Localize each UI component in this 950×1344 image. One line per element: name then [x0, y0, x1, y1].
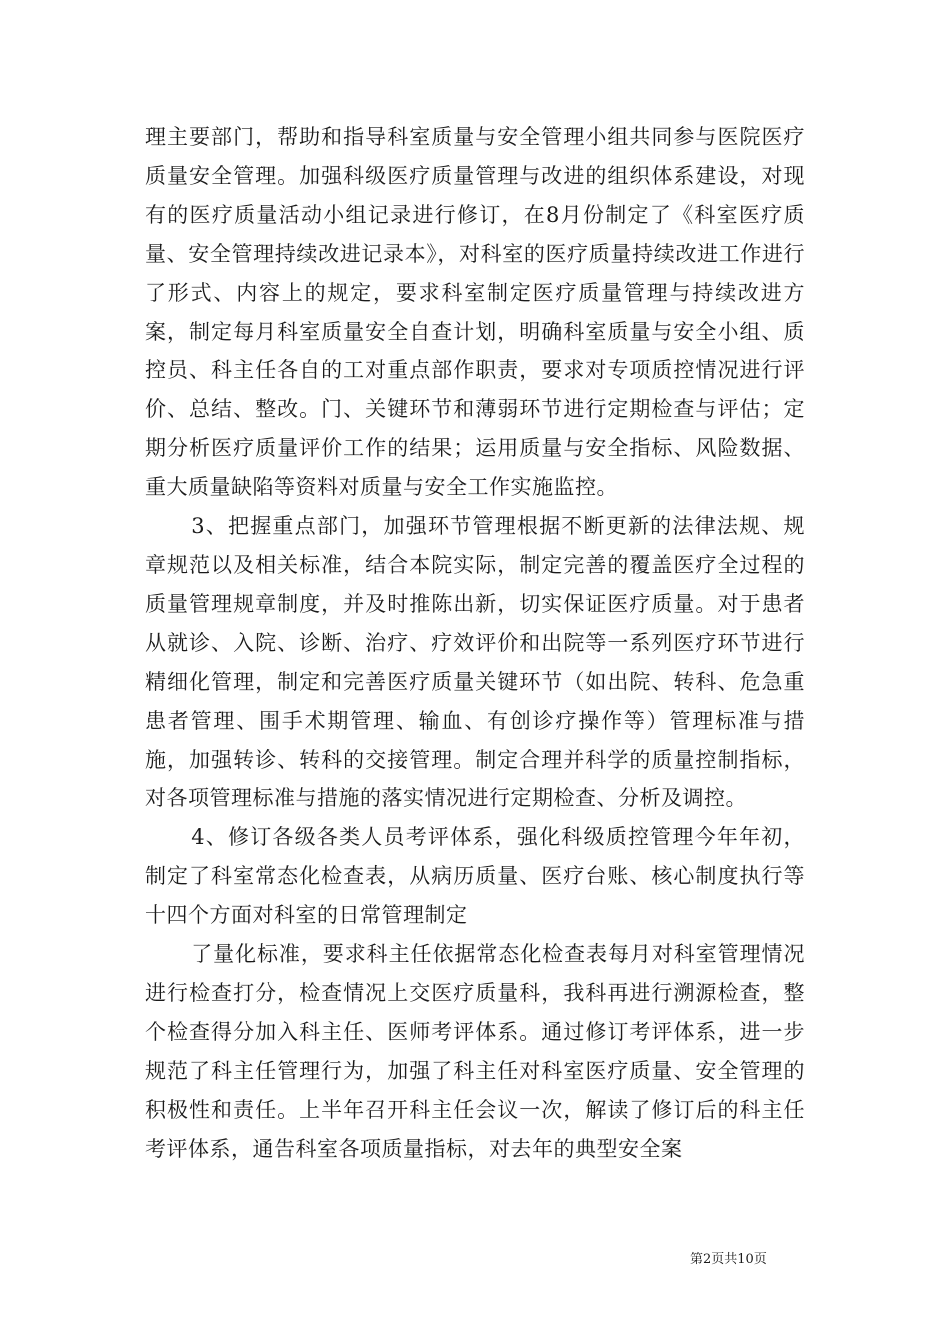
paragraph-3: 4、修订各级各类人员考评体系，强化科级质控管理今年年初，制定了科室常态化检查表，从病历质量、医疗台账、核心制度执行等十四个方面对科室的日常管理制定 — [145, 825, 805, 928]
document-body — [145, 118, 805, 1168]
page-number: 第2页共10页 — [690, 1252, 767, 1267]
paragraph-1: 理主要部门，帮助和指导科室质量与安全管理小组共同参与医院医疗质量安全管理。加强科级医疗质量管理与改进的组织体系建设，对现有的医疗质量活动小组记录进行修订，在8月份制定了《科室医疗质量、安全管理持续改进记录本》，对科室的医疗质量持续改进工作进行了形式、内容上的规定，要求科室制定医疗质量管理与持续改进方案，制定每月科室质量安全自查计划，明确科室质量与安全小组、质控员、科主任各自的工对重点部作职责，要求对专项质控情况进行评价、总结、整改。门、关键环节和薄弱环节进行定期检查与评估；定期分析医疗质量评价工作的结果；运用质量与安全指标、风险数据、重大质量缺陷等资料对质量与安全工作实施监控。 — [145, 125, 805, 500]
paragraph-4: 了量化标准，要求科主任依据常态化检查表每月对科室管理情况进行检查打分，检查情况上交医疗质量科，我科再进行溯源检查，整个检查得分加入科主任、医师考评体系。通过修订考评体系，进一步规范了科主任管理行为，加强了科主任对科室医疗质量、安全管理的积极性和责任。上半年召开科主任会议一次，解读了修订后的科主任考评体系，通告科室各项质量指标，对去年的典型安全案 — [145, 942, 805, 1161]
paragraph-2: 3、把握重点部门，加强环节管理根据不断更新的法律法规、规章规范以及相关标准，结合本院实际，制定完善的覆盖医疗全过程的质量管理规章制度，并及时推陈出新，切实保证医疗质量。对于患者从就诊、入院、诊断、治疗、疗效评价和出院等一系列医疗环节进行精细化管理，制定和完善医疗质量关键环节（如出院、转科、危急重患者管理、围手术期管理、输血、有创诊疗操作等）管理标准与措施，加强转诊、转科的交接管理。制定合理并科学的质量控制指标，对各项管理标准与措施的落实情况进行定期检查、分析及调控。 — [145, 514, 805, 811]
